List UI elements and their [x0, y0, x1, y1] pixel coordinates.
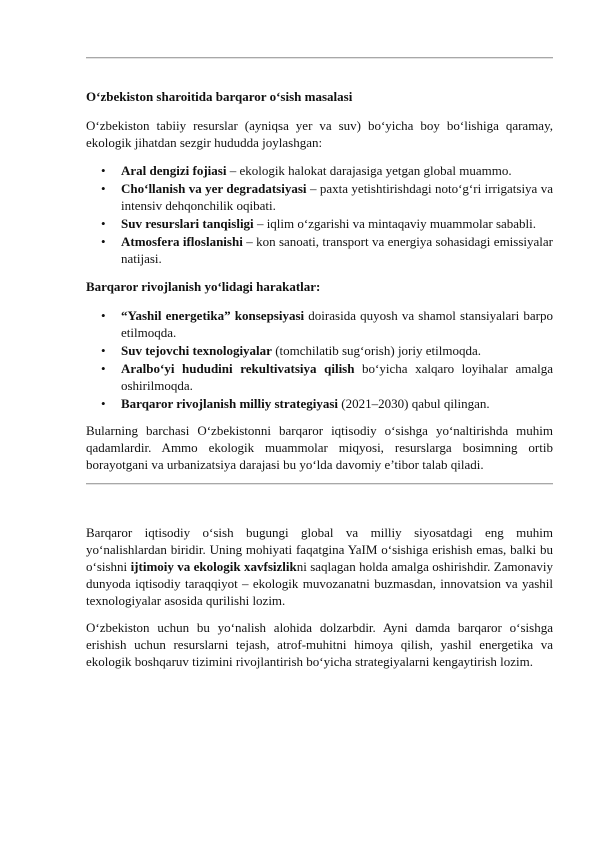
summary-paragraph: Bularning barchasi O‘zbekistonni barqaror iqtisodiy o‘sishga yo‘naltirishda muhim qadamlardir. Ammo ekologik muammolar miqyosi, resurslarga bosimning ortib borayotgani va urbanizatsiya darajasi bu yo‘lda davomiy e’tibor talab qiladi.	[86, 423, 553, 472]
list-item-desc: – paxta yetishtirishdagi noto‘g‘ri irrigatsiya va intensiv dehqonchilik oqibati.	[121, 181, 554, 213]
list-item	[86, 215, 553, 232]
list-item-desc: (2021–2030) qabul qilingan.	[338, 396, 490, 411]
conclusion-text: ni saqlagan holda amalga oshirishdir. Zamonaviy dunyoda iqtisodiy taraqqiyot – ekologik muvozanatni buzmasdan, innovatsion va yashil texnologiyalar asosida qurilishi lozim.	[86, 559, 554, 608]
list-item-desc: doirasida quyosh va shamol stansiyalari barpo etilmoqda.	[121, 308, 553, 340]
list-item-term: Aralbo‘yi hududini rekultivatsiya qilish	[121, 361, 355, 376]
list-item	[86, 162, 553, 179]
document-page	[86, 0, 553, 670]
section-title: O‘zbekiston sharoitida barqaror o‘sish masalasi	[86, 89, 353, 104]
list-item-desc: bo‘yicha xalqaro loyihalar amalga oshirilmoqda.	[121, 361, 553, 393]
list-item	[86, 180, 553, 214]
list-item-term: “Yashil energetika” konsepsiyasi	[121, 308, 305, 323]
list-item-desc: (tomchilatib sug‘orish) joriy etilmoqda.	[271, 343, 481, 358]
conclusion-emphasis: ijtimoiy va ekologik xavfsizlik	[130, 559, 297, 574]
list-item-desc: – ekologik halokat darajasiga yetgan global muammo.	[226, 163, 512, 178]
list-item-term: Barqaror rivojlanish milliy strategiyasi	[121, 396, 339, 411]
list-item	[86, 307, 553, 341]
actions-list	[86, 307, 553, 412]
list-item-term: Suv tejovchi texnologiyalar	[121, 343, 272, 358]
list-item-desc: – iqlim o‘zgarishi va mintaqaviy muammolar sababli.	[253, 216, 537, 231]
top-divider	[86, 57, 553, 59]
list-item	[86, 360, 553, 394]
subsection-title: Barqaror rivojlanish yo‘lidagi harakatlar:	[86, 279, 321, 294]
problems-list	[86, 162, 553, 267]
list-item-term: Cho‘llanish va yer degradatsiyasi	[121, 181, 307, 196]
section-divider	[86, 483, 553, 485]
list-item	[86, 395, 553, 412]
list-item-desc: – kon sanoati, transport va energiya sohasidagi emissiyalar natijasi.	[121, 234, 553, 266]
intro-paragraph: O‘zbekiston tabiiy resurslar (ayniqsa yer va suv) bo‘yicha boy bo‘lishiga qaramay, ekologik jihatdan sezgir hududda joylashgan:	[86, 118, 553, 150]
list-item-term: Aral dengizi fojiasi	[121, 163, 227, 178]
list-item-term: Suv resurslari tanqisligi	[121, 216, 254, 231]
list-item	[86, 233, 553, 267]
conclusion-paragraph-2: O‘zbekiston uchun bu yo‘nalish alohida dolzarbdir. Ayni damda barqaror o‘sishga erishish uchun resurslarni tejash, atrof-muhitni himoya qilish, yashil energetika va ekologik boshqaruv tizimini rivojlantirish bo‘yicha strategiyalarni kengaytirish lozim.	[86, 620, 553, 669]
conclusion-text: Barqaror iqtisodiy o‘sish bugungi global va milliy siyosatdagi eng muhim yo‘nalishlardan biridir. Uning mohiyati faqatgina YaIM o‘sishiga erishish emas, balki bu o‘sishni	[86, 525, 553, 574]
list-item-term: Atmosfera ifloslanishi	[121, 234, 243, 249]
conclusion-paragraph-1	[86, 524, 553, 609]
list-item	[86, 342, 553, 359]
